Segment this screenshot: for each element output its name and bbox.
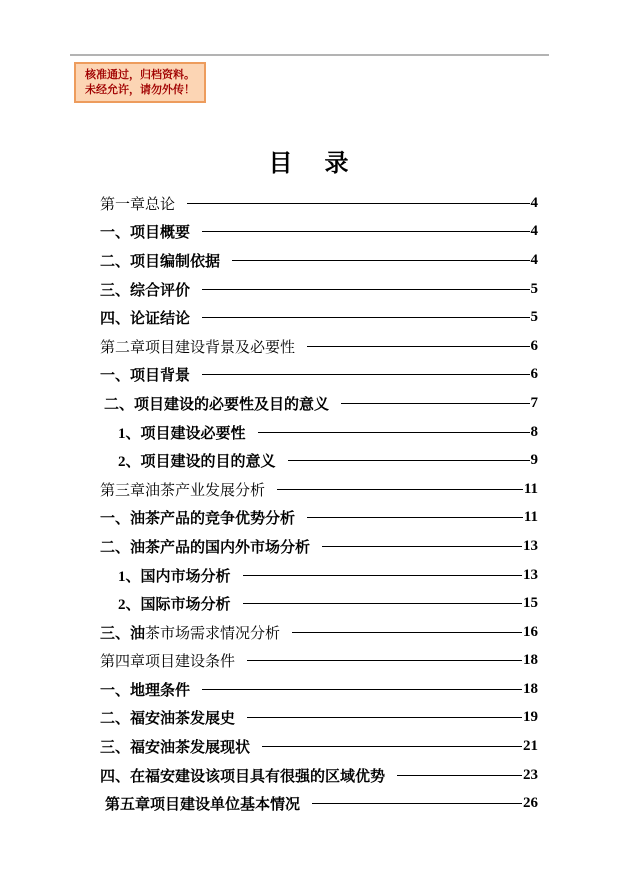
toc-entry-text-run: 1、项目建设必要性 [118,425,246,442]
toc-entry-text-run: 三、综合评价 [100,282,191,299]
toc-page-number: 8 [530,423,538,440]
toc-entry-text-run: 三、福安油茶发展现状 [100,740,251,757]
toc-page-number: 9 [530,452,538,469]
toc-leader-line [307,346,529,347]
toc-row[interactable] [100,475,538,504]
toc-page-number: 13 [523,537,538,554]
toc-entry-text-run: 三、油 [100,625,146,642]
toc-row[interactable] [100,618,538,647]
toc-page-number: 6 [530,366,538,383]
toc-entry-text-run: 二、项目建设的必要性及目的意义 [104,396,330,413]
stamp-line-1: 核准通过，归档资料。 [85,69,195,81]
toc-page-number: 11 [523,480,538,497]
toc-row[interactable] [100,789,538,818]
toc-leader-line [258,432,530,433]
toc-leader-line [202,231,529,232]
toc-row[interactable] [100,303,538,332]
toc-row[interactable] [100,761,538,790]
toc-page-number: 13 [523,566,538,583]
toc-leader-line [292,632,522,633]
toc-row[interactable] [100,647,538,676]
toc-entry-label [100,193,175,214]
toc-page-number: 21 [523,738,538,755]
toc-entry-label [118,450,276,471]
toc-entry-label [100,650,235,671]
toc-entry-label [118,422,246,443]
toc-entry-label [100,364,190,385]
toc-page-number: 4 [530,223,538,240]
toc-entry-text-run: 二、油茶产品的国内外市场分析 [100,539,311,556]
toc-leader-line [307,517,523,518]
toc-row[interactable] [100,189,538,218]
toc-entry-label [100,221,190,242]
toc-page-number: 4 [530,251,538,268]
toc-entry-text-run: 四、在福安建设该项目具有很强的区域优势 [100,768,386,785]
toc-page-number: 7 [530,394,538,411]
table-of-contents [100,189,538,818]
toc-page-number: 5 [530,280,538,297]
toc-page-number: 18 [523,652,538,669]
toc-page-number: 5 [530,309,538,326]
toc-row[interactable] [100,332,538,361]
toc-entry-text-run: 2、国际市场分析 [118,597,231,614]
toc-row[interactable] [100,732,538,761]
toc-entry-label [100,279,190,300]
toc-entry-text-run: 一、地理条件 [100,682,191,699]
toc-entry-text-run: 第二章项目建设背景及必要性 [100,339,296,356]
toc-entry-label [118,593,231,614]
toc-row[interactable] [100,704,538,733]
toc-leader-line [277,489,523,490]
toc-entry-label [100,307,190,328]
toc-leader-line [247,717,522,718]
toc-leader-line [288,460,530,461]
toc-entry-text-run: 二、福安油茶发展史 [100,711,236,728]
toc-row[interactable] [100,418,538,447]
toc-entry-label [100,536,310,557]
toc-entry-label [105,793,300,814]
toc-row[interactable] [100,246,538,275]
toc-entry-text-run: 第一章总论 [100,196,176,213]
toc-row[interactable] [100,561,538,590]
toc-leader-line [247,660,522,661]
toc-leader-line [262,746,522,747]
toc-entry-label [100,707,235,728]
toc-leader-line [202,374,529,375]
toc-row[interactable] [100,275,538,304]
toc-entry-text-run: 2、项目建设的目的意义 [118,454,276,471]
toc-entry-text-run: 第四章项目建设条件 [100,654,236,671]
toc-page-number: 6 [530,337,538,354]
toc-leader-line [243,575,522,576]
toc-entry-label [100,250,220,271]
toc-leader-line [341,403,529,404]
toc-leader-line [397,775,522,776]
toc-page-number: 26 [523,795,538,812]
toc-entry-text-run: 二、项目编制依据 [100,253,221,270]
toc-leader-line [202,317,529,318]
toc-row[interactable] [100,361,538,390]
toc-row[interactable] [100,446,538,475]
toc-entry-text-run: 四、论证结论 [100,311,191,328]
toc-row[interactable] [100,532,538,561]
toc-page-number: 11 [523,509,538,526]
toc-entry-label [100,479,265,500]
toc-row[interactable] [100,504,538,533]
toc-row[interactable] [100,589,538,618]
approval-stamp [74,62,206,103]
toc-leader-line [243,603,522,604]
toc-entry-label [100,336,295,357]
toc-row[interactable] [100,675,538,704]
toc-entry-text-run: 茶市场需求情况分析 [145,625,281,642]
toc-entry-label [100,736,250,757]
toc-leader-line [312,803,522,804]
toc-page-number: 16 [523,623,538,640]
toc-entry-label [100,765,385,786]
toc-page-number: 4 [530,194,538,211]
toc-row[interactable] [100,218,538,247]
toc-entry-text-run: 一、油茶产品的竞争优势分析 [100,511,296,528]
toc-entry-label [104,393,329,414]
toc-entry-text-run: 一、项目概要 [100,225,191,242]
toc-page-number: 15 [523,595,538,612]
toc-entry-text-run: 第五章项目建设单位基本情况 [105,797,301,814]
toc-entry-text-run: 第三章油茶产业发展分析 [100,482,266,499]
stamp-line-2: 未经允许，请勿外传！ [85,84,195,96]
toc-page-number: 18 [523,680,538,697]
toc-leader-line [187,203,529,204]
toc-entry-label [118,565,231,586]
toc-entry-text-run: 1、国内市场分析 [118,568,231,585]
toc-entry-label [100,679,190,700]
toc-leader-line [232,260,529,261]
toc-leader-line [202,689,522,690]
toc-leader-line [322,546,522,547]
page-title: 目 录 [268,151,353,177]
toc-entry-label [100,622,280,643]
header-divider [70,54,549,56]
toc-page-number: 23 [523,766,538,783]
toc-entry-text-run: 一、项目背景 [100,368,191,385]
toc-row[interactable] [100,389,538,418]
toc-page-number: 19 [523,709,538,726]
toc-entry-label [100,507,295,528]
toc-leader-line [202,289,529,290]
